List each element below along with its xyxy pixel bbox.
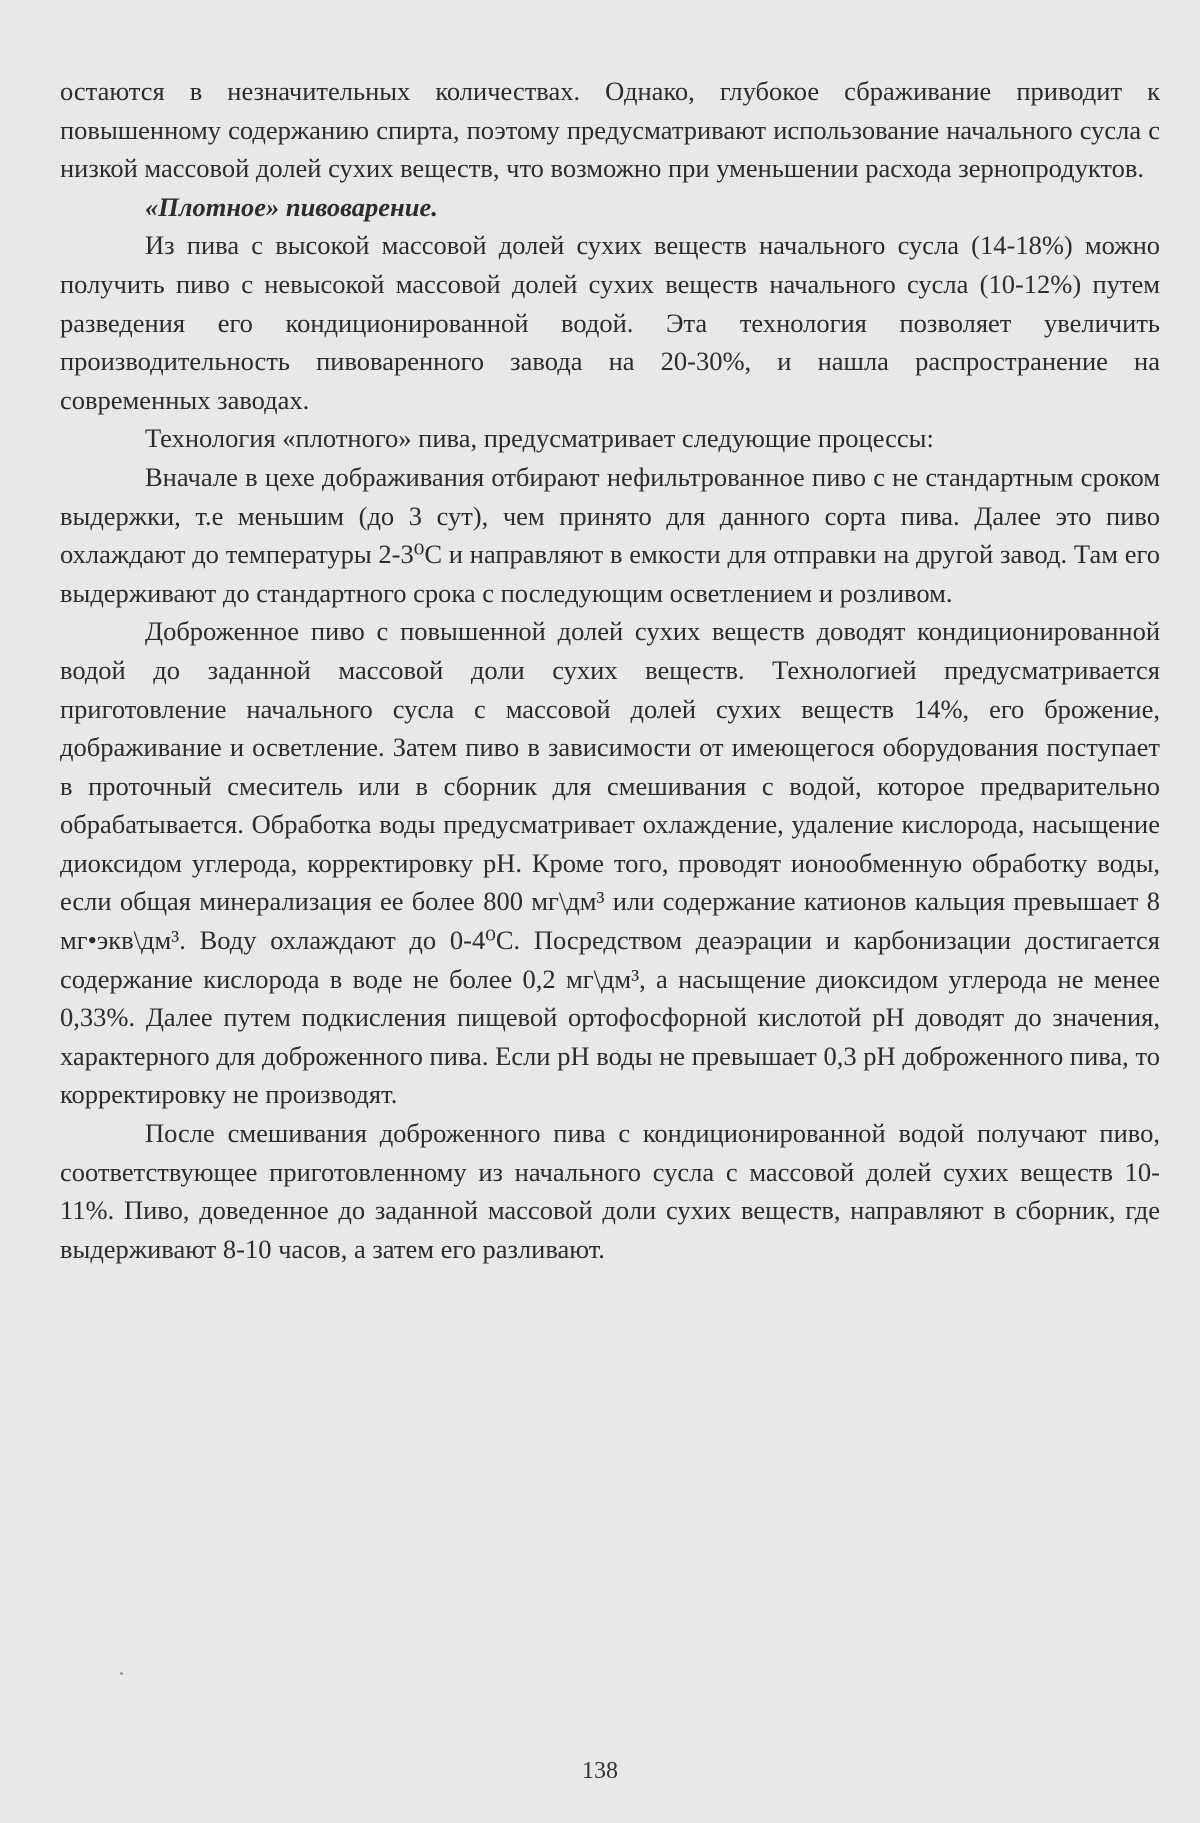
paragraph: Доброженное пиво с повышенной долей сухих веществ доводят кондиционированной водой до заданной массовой доли сухих веществ. Технологией предусматривается приготовление начального сусла с массовой долей сухих веществ 14%, его брожение, дображивание и осветление. Затем пиво в зависимости от имеющегося оборудования поступает в проточный смеситель или в сборник для смешивания с водой, которое предварительно обрабатывается. Обработка воды предусматривает охлаждение, удаление кислорода, насыщение диоксидом углерода, корректировку рН. Кроме того, проводят ионообменную обработку воды, если общая минерализация ее более 800 мг\дм³ или содержание катионов кальция превышает 8 мг•экв\дм³. Воду охлаждают до 0-4⁰С. Посредством деаэрации и карбонизации достигается содержание кислорода в воде не более 0,2 мг\дм³, а насыщение диоксидом углерода не менее 0,33%. Далее путем подкисления пищевой ортофосфорной кислотой рН доводят до значения, характерного для доброженного пива. Если рН воды не превышает 0,3 рН доброженного пива, то корректировку не производят. xyxy=(60,616,1160,1110)
paragraph: Из пива с высокой массовой долей сухих веществ начального сусла (14-18%) можно получить пиво с невысокой массовой долей сухих веществ начального сусла (10-12%) путем разведения его кондиционированной водой. Эта технология позволяет увеличить производительность пивоваренного завода на 20-30%, и нашла распространение на современных заводах. xyxy=(60,230,1160,415)
paragraph-continuation: остаются в незначительных количествах. Однако, глубокое сбраживание приводит к повышенному содержанию спирта, поэтому предусматривают использование начального сусла с низкой массовой долей сухих веществ, что возможно при уменьшении расхода зернопродуктов. xyxy=(60,76,1160,184)
paragraph: Технология «плотного» пива, предусматривает следующие процессы: xyxy=(145,423,934,454)
section-heading: «Плотное» пивоварение. xyxy=(145,191,438,222)
page-number: 138 xyxy=(582,1758,618,1784)
scan-speck xyxy=(120,1672,123,1675)
body-text xyxy=(60,72,1160,1268)
paragraph: Вначале в цехе дображивания отбирают нефильтрованное пиво с не стандартным сроком выдержки, т.е меньшим (до 3 сут), чем принято для данного сорта пива. Далее это пиво охлаждают до температуры 2-3⁰С и направляют в емкости для отправки на другой завод. Там его выдерживают до стандартного срока с последующим осветлением и розливом. xyxy=(60,461,1160,608)
paragraph: После смешивания доброженного пива с кондиционированной водой получают пиво, соответствующее приготовленному из начального сусла с массовой долей сухих веществ 10-11%. Пиво, доведенное до заданной массовой доли сухих веществ, направляют в сборник, где выдерживают 8-10 часов, а затем его разливают. xyxy=(60,1118,1160,1264)
